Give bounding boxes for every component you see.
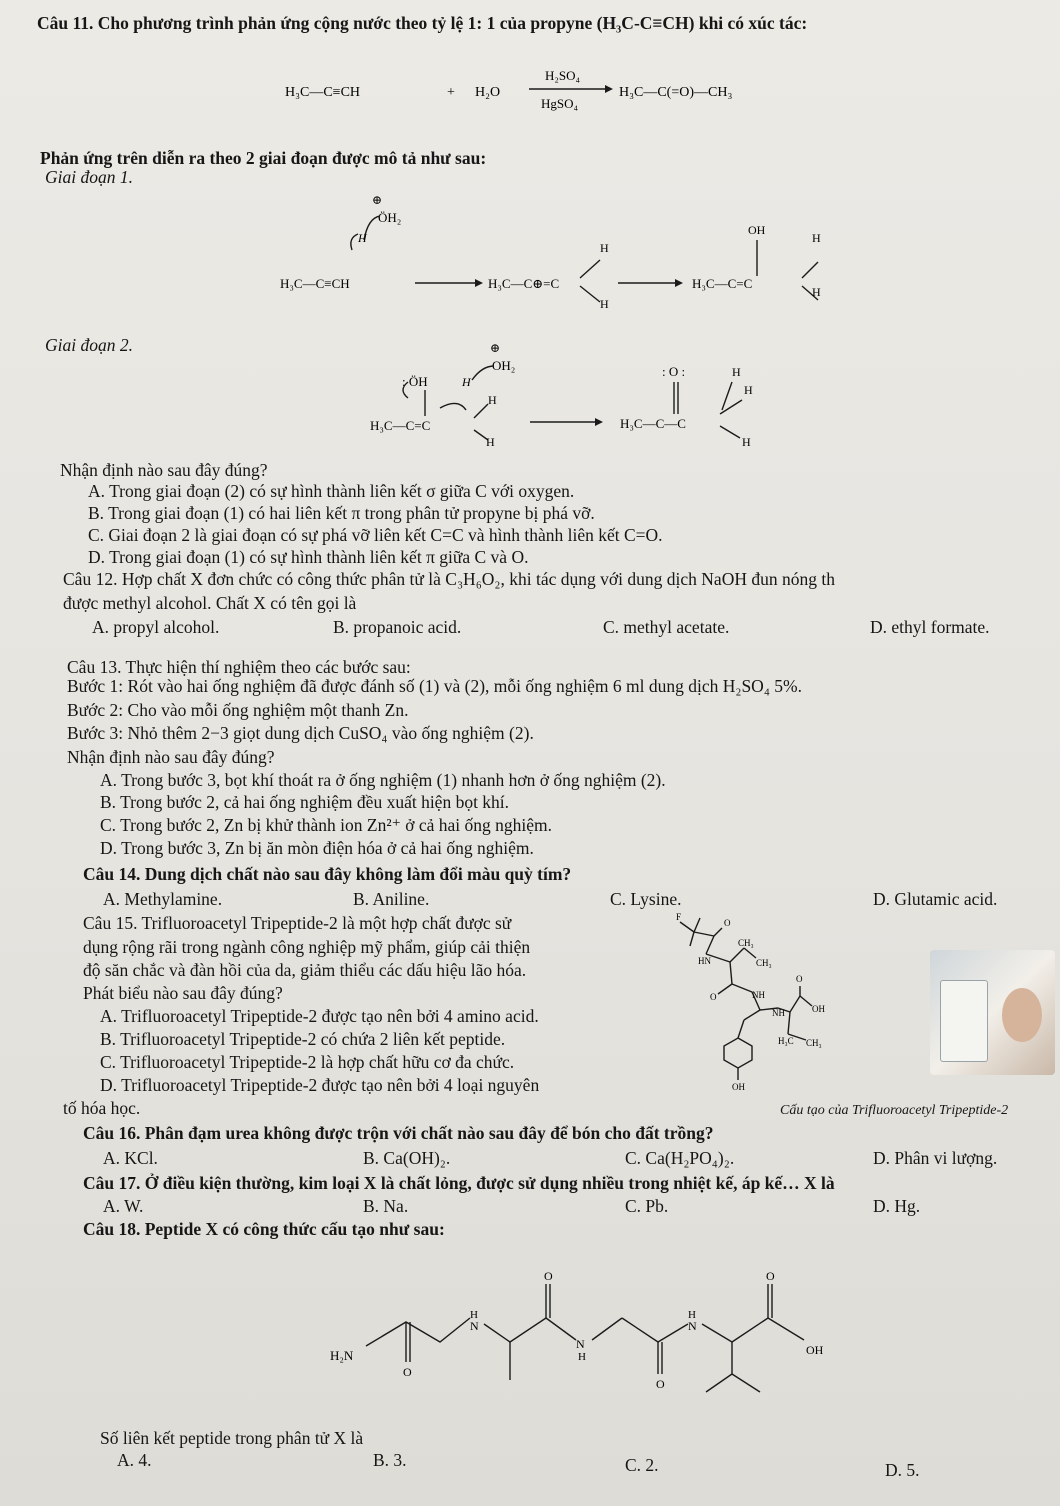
q11-intro: Phản ứng trên diễn ra theo 2 giai đoạn được mô tả như sau: bbox=[40, 148, 487, 168]
q11-option-a[interactable]: A. Trong giai đoạn (2) có sự hình thành liên kết σ giữa C với oxygen. bbox=[88, 481, 575, 501]
q17-option-d[interactable]: D. Hg. bbox=[873, 1196, 921, 1216]
q11-stem: Câu 11. Cho phương trình phản ứng cộng nước theo tỷ lệ 1: 1 của propyne (H₃C-C≡CH) khi có xúc tác: bbox=[37, 13, 808, 33]
q15-stem-3: độ săn chắc và đàn hồi của da, giảm thiểu các dấu hiệu lão hóa. bbox=[83, 960, 527, 980]
q15-stem: Câu 15. Trifluoroacetyl Tripeptide-2 là một hợp chất được sử bbox=[83, 913, 512, 933]
face-icon bbox=[1002, 988, 1042, 1042]
svg-text:O: O bbox=[544, 1269, 553, 1283]
svg-text:⊕: ⊕ bbox=[372, 193, 383, 207]
svg-text:F: F bbox=[676, 912, 682, 922]
q13-option-c[interactable]: C. Trong bước 2, Zn bị khử thành ion Zn²⁺ ở cả hai ống nghiệm. bbox=[100, 815, 553, 835]
svg-text:CH₃: CH₃ bbox=[806, 1038, 822, 1048]
q17-option-c[interactable]: C. Pb. bbox=[625, 1196, 669, 1216]
q16-option-c[interactable]: C. Ca(H₂PO₄)₂. bbox=[625, 1148, 735, 1168]
tripeptide-caption: Cấu tạo của Trifluoroacetyl Tripeptide-2 bbox=[780, 1103, 1009, 1118]
svg-text:H: H bbox=[688, 1309, 696, 1321]
svg-text:H: H bbox=[470, 1309, 478, 1321]
q14-option-a[interactable]: A. Methylamine. bbox=[103, 889, 223, 909]
q15-option-b[interactable]: B. Trifluoroacetyl Tripeptide-2 có chứa 2 liên kết peptide. bbox=[100, 1029, 506, 1049]
q14-stem: Câu 14. Dung dịch chất nào sau đây không làm đổi màu quỳ tím? bbox=[83, 864, 572, 884]
svg-text:CH₃: CH₃ bbox=[756, 958, 772, 968]
q17-option-a[interactable]: A. W. bbox=[103, 1196, 144, 1216]
svg-text:OH: OH bbox=[806, 1343, 824, 1357]
q13-option-b[interactable]: B. Trong bước 2, cả hai ống nghiệm đều xuất hiện bọt khí. bbox=[100, 792, 510, 812]
svg-text:OH: OH bbox=[748, 223, 766, 237]
svg-text:CH₃: CH₃ bbox=[738, 938, 754, 948]
svg-text:H₃C—C=C: H₃C—C=C bbox=[692, 276, 753, 291]
svg-text:H: H bbox=[812, 231, 821, 245]
svg-text:: O :: : O : bbox=[662, 364, 686, 379]
q18-stem: Câu 18. Peptide X có công thức cấu tạo như sau: bbox=[83, 1219, 445, 1239]
q11-option-b[interactable]: B. Trong giai đoạn (1) có hai liên kết π trong phân tử propyne bị phá vỡ. bbox=[88, 503, 595, 523]
eq-plus: + bbox=[447, 85, 455, 100]
q13-option-d[interactable]: D. Trong bước 3, Zn bị ăn mòn điện hóa ở cả hai ống nghiệm. bbox=[100, 838, 534, 858]
svg-text:H₂N: H₂N bbox=[330, 1348, 354, 1363]
q11-question: Nhận định nào sau đây đúng? bbox=[60, 460, 268, 480]
q16-option-d[interactable]: D. Phân vi lượng. bbox=[873, 1148, 998, 1168]
q15-stem-2: dụng rộng rãi trong ngành công nghiệp mỹ phẩm, giúp cải thiện bbox=[83, 937, 531, 957]
q17-option-b[interactable]: B. Na. bbox=[363, 1196, 409, 1216]
q12-stem: Câu 12. Hợp chất X đơn chức có công thức phân tử là C₃H₆O₂, khi tác dụng với dung dịch NaOH đun nóng th bbox=[63, 569, 835, 589]
q14-option-b[interactable]: B. Aniline. bbox=[353, 889, 430, 909]
svg-text:H: H bbox=[812, 285, 821, 299]
svg-text:OH: OH bbox=[812, 1004, 825, 1014]
svg-text:H: H bbox=[486, 435, 495, 448]
peptide-x-structure bbox=[320, 1262, 840, 1417]
svg-text:OH: OH bbox=[732, 1082, 745, 1092]
svg-text:O: O bbox=[710, 992, 717, 1002]
q18-option-b[interactable]: B. 3. bbox=[373, 1450, 407, 1470]
serum-bottle-icon bbox=[940, 980, 988, 1062]
q15-option-d[interactable]: D. Trifluoroacetyl Tripeptide-2 được tạo nên bởi 4 loại nguyên bbox=[100, 1075, 540, 1095]
q16-option-a[interactable]: A. KCl. bbox=[103, 1148, 158, 1168]
q14-option-d[interactable]: D. Glutamic acid. bbox=[873, 889, 998, 909]
q16-stem: Câu 16. Phân đạm urea không được trộn với chất nào sau đây để bón cho đất trồng? bbox=[83, 1123, 714, 1143]
q12-option-d[interactable]: D. ethyl formate. bbox=[870, 617, 990, 637]
eq-reactant2: H₂O bbox=[475, 85, 501, 100]
q11-stage1: Giai đoạn 1. bbox=[45, 167, 133, 187]
svg-text:H: H bbox=[462, 375, 471, 389]
svg-text:O: O bbox=[656, 1377, 665, 1391]
q13-step-2: Bước 2: Cho vào mỗi ống nghiệm một thanh Zn. bbox=[67, 700, 409, 720]
svg-text:ÖH₂: ÖH₂ bbox=[378, 210, 402, 225]
svg-text:NH: NH bbox=[752, 990, 765, 1000]
svg-text:O: O bbox=[796, 974, 803, 984]
svg-text:N: N bbox=[688, 1319, 697, 1333]
svg-text:H: H bbox=[600, 297, 609, 311]
stage2-mechanism bbox=[370, 338, 790, 448]
svg-text:H: H bbox=[744, 383, 753, 397]
q18-option-c[interactable]: C. 2. bbox=[625, 1455, 659, 1475]
eq-catalyst-top: H₂SO₄ bbox=[545, 68, 581, 83]
svg-text:: ÖH: : ÖH bbox=[402, 374, 428, 389]
q15-question: Phát biểu nào sau đây đúng? bbox=[83, 983, 283, 1003]
svg-text:OH₂: OH₂ bbox=[492, 358, 516, 373]
q18-option-a[interactable]: A. 4. bbox=[117, 1450, 152, 1470]
svg-text:H: H bbox=[488, 393, 497, 407]
q12-option-a[interactable]: A. propyl alcohol. bbox=[92, 617, 220, 637]
svg-text:NH: NH bbox=[772, 1008, 785, 1018]
eq-product: H₃C—C(=O)—CH₃ bbox=[619, 85, 733, 100]
eq-reactant1: H₃C—C≡CH bbox=[285, 85, 361, 100]
svg-text:N: N bbox=[576, 1337, 585, 1351]
svg-text:H₃C—C⊕=C: H₃C—C⊕=C bbox=[488, 276, 560, 291]
svg-text:H₃C—C≡CH: H₃C—C≡CH bbox=[280, 276, 350, 291]
svg-text:H₃C: H₃C bbox=[778, 1036, 794, 1046]
svg-text:H₃C—C=C: H₃C—C=C bbox=[370, 418, 431, 433]
eq-catalyst-bottom: HgSO₄ bbox=[541, 96, 579, 111]
q18-option-d[interactable]: D. 5. bbox=[885, 1460, 920, 1480]
svg-text:H: H bbox=[732, 365, 741, 379]
svg-text:H: H bbox=[358, 231, 367, 245]
q14-option-c[interactable]: C. Lysine. bbox=[610, 889, 682, 909]
svg-text:N: N bbox=[470, 1319, 479, 1333]
tripeptide-structure bbox=[660, 910, 870, 1100]
q11-stage2: Giai đoạn 2. bbox=[45, 335, 133, 355]
q12-option-b[interactable]: B. propanoic acid. bbox=[333, 617, 462, 637]
q11-option-c[interactable]: C. Giai đoạn 2 là giai đoạn có sự phá vỡ liên kết C=C và hình thành liên kết C=O. bbox=[88, 525, 663, 545]
svg-text:O: O bbox=[403, 1365, 412, 1379]
q11-equation bbox=[265, 44, 785, 114]
q18-question: Số liên kết peptide trong phân tử X là bbox=[100, 1428, 364, 1448]
q12-stem-cont: được methyl alcohol. Chất X có tên gọi là bbox=[63, 593, 357, 613]
q13-step-1: Bước 1: Rót vào hai ống nghiệm đã được đánh số (1) và (2), mỗi ống nghiệm 6 ml dung dịch H₂SO₄ 5%. bbox=[67, 676, 802, 696]
q13-step-3: Bước 3: Nhỏ thêm 2−3 giọt dung dịch CuSO₄ vào ống nghiệm (2). bbox=[67, 723, 534, 743]
svg-text:H₃C—C—C: H₃C—C—C bbox=[620, 416, 686, 431]
svg-text:HN: HN bbox=[698, 956, 711, 966]
q17-stem: Câu 17. Ở điều kiện thường, kim loại X là chất lỏng, được sử dụng nhiều trong nhiệt kế, áp kế… X là bbox=[83, 1173, 835, 1193]
cosmetic-product-image bbox=[930, 950, 1055, 1075]
q15-option-a[interactable]: A. Trifluoroacetyl Tripeptide-2 được tạo nên bởi 4 amino acid. bbox=[100, 1006, 539, 1026]
q12-option-c[interactable]: C. methyl acetate. bbox=[603, 617, 730, 637]
q13-question: Nhận định nào sau đây đúng? bbox=[67, 747, 275, 767]
svg-text:O: O bbox=[766, 1269, 775, 1283]
q13-option-a[interactable]: A. Trong bước 3, bọt khí thoát ra ở ống nghiệm (1) nhanh hơn ở ống nghiệm (2). bbox=[100, 770, 666, 790]
q13-stem: Câu 13. Thực hiện thí nghiệm theo các bước sau: bbox=[67, 657, 411, 677]
q11-option-d[interactable]: D. Trong giai đoạn (1) có sự hình thành liên kết π giữa C và O. bbox=[88, 547, 529, 567]
stage1-mechanism bbox=[280, 190, 840, 320]
svg-text:H: H bbox=[578, 1351, 586, 1363]
svg-text:O: O bbox=[724, 918, 731, 928]
svg-text:⊕: ⊕ bbox=[490, 341, 501, 355]
q15-option-c[interactable]: C. Trifluoroacetyl Tripeptide-2 là hợp chất hữu cơ đa chức. bbox=[100, 1052, 515, 1072]
q16-option-b[interactable]: B. Ca(OH)₂. bbox=[363, 1148, 451, 1168]
svg-text:H: H bbox=[600, 241, 609, 255]
q15-option-d-cont: tố hóa học. bbox=[63, 1098, 141, 1118]
svg-text:H: H bbox=[742, 435, 751, 448]
